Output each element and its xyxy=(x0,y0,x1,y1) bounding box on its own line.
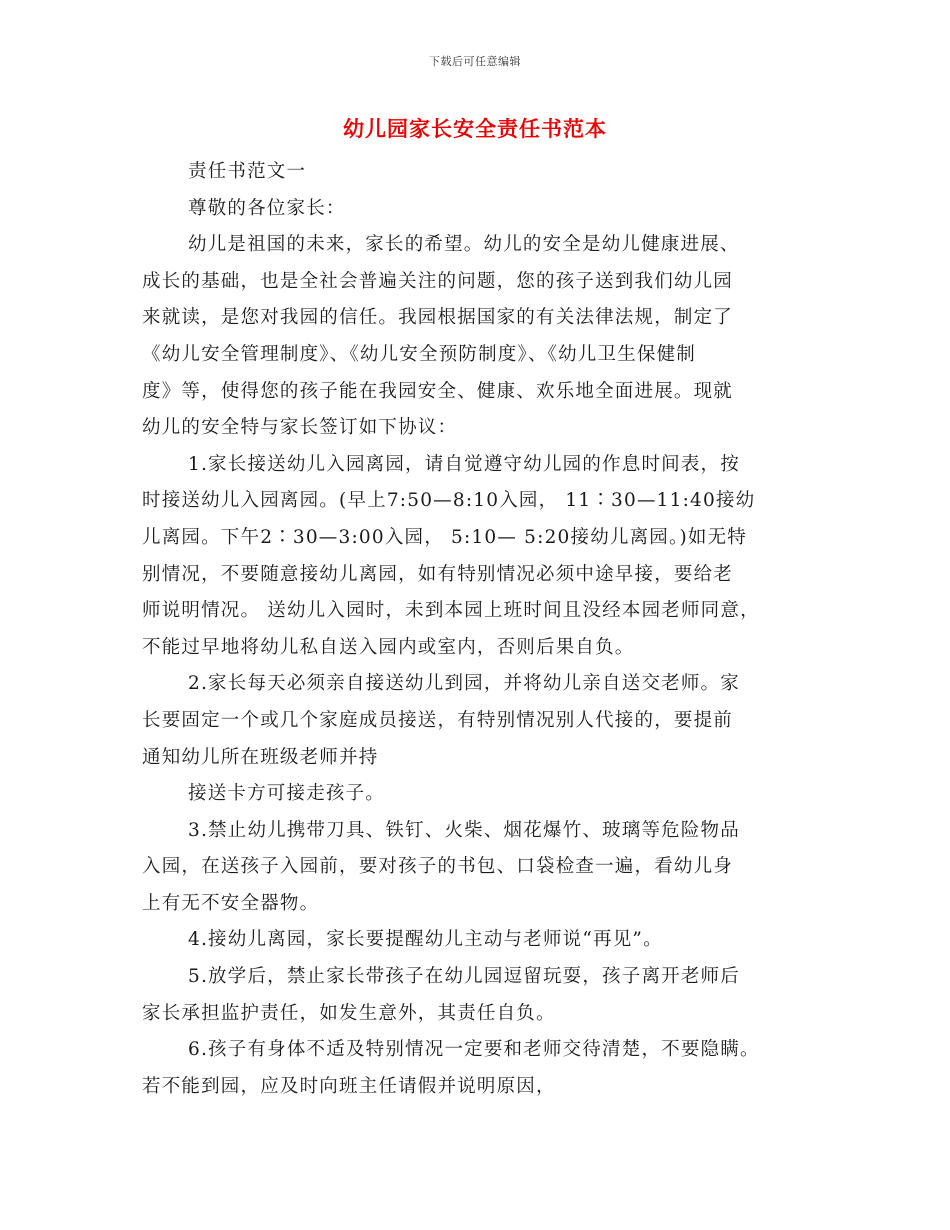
text-line: 家长承担监护责任，如发生意外，其责任自负。 xyxy=(142,1002,556,1024)
text-line: 6.孩子有身体不适及特别情况一定要和老师交待清楚，不要隐瞒。 xyxy=(188,1039,760,1061)
text-line: 3.禁止幼儿携带刀具、铁钉、火柴、烟花爆竹、玻璃等危险物品 xyxy=(188,819,740,841)
document-title: 幼儿园家长安全责任书范本 xyxy=(343,116,607,141)
document-body xyxy=(142,154,817,1105)
text-line: 幼儿是祖国的未来，家长的希望。幼儿的安全是幼儿健康进展、 xyxy=(188,234,740,256)
text-line: 入园，在送孩子入园前，要对孩子的书包、口袋检查一遍，看幼儿身 xyxy=(142,856,734,878)
text-line: 责任书范文一 xyxy=(188,161,307,182)
text-line: 尊敬的各位家长： xyxy=(188,197,346,219)
text-line: 师说明情况。 送幼儿入园时，未到本园上班时间且没经本园老师同意， xyxy=(142,600,760,622)
text-line: 2.家长每天必须亲自接送幼儿到园，并将幼儿亲自送交老师。家 xyxy=(188,673,740,695)
text-line: 上有无不安全器物。 xyxy=(142,892,320,914)
text-line: 4.接幼儿离园，家长要提醒幼儿主动与老师说“再见”。 xyxy=(188,929,663,951)
text-line: 不能过早地将幼儿私自送入园内或室内，否则后果自负。 xyxy=(142,636,635,658)
text-line: 成长的基础，也是全社会普遍关注的问题，您的孩子送到我们幼儿园 xyxy=(142,270,734,292)
text-line: 接送卡方可接走孩子。 xyxy=(188,783,386,805)
text-line: 来就读，是您对我园的信任。我园根据国家的有关法律法规，制定了 xyxy=(142,307,734,329)
text-line: 别情况，不要随意接幼儿离园，如有特别情况必须中途早接，要给老 xyxy=(142,563,734,585)
text-line: 儿离园。下午2∶30—3:00入园， 5:10— 5:20接幼儿离园。)如无特 xyxy=(142,526,747,548)
text-line: 幼儿的安全特与家长签订如下协议： xyxy=(142,417,458,439)
text-line: 通知幼儿所在班级老师并持 xyxy=(142,746,379,768)
text-line: 长要固定一个或几个家庭成员接送，有特别情况别人代接的，要提前 xyxy=(142,709,734,731)
text-line: 1.家长接送幼儿入园离园，请自觉遵守幼儿园的作息时间表，按 xyxy=(188,453,740,475)
text-line: 若不能到园，应及时向班主任请假并说明原因， xyxy=(142,1075,556,1097)
text-line: 《幼儿安全管理制度》、《幼儿安全预防制度》、《幼儿卫生保健制 xyxy=(142,343,697,365)
text-line: 度》等，使得您的孩子能在我园安全、健康、欢乐地全面进展。现就 xyxy=(142,380,734,402)
page-header: 下载后可任意编辑 xyxy=(429,55,521,68)
text-line: 时接送幼儿入园离园。(早上7:50—8:10入园， 11∶30—11:40接幼 xyxy=(142,490,756,512)
text-line: 5.放学后，禁止家长带孩子在幼儿园逗留玩耍，孩子离开老师后 xyxy=(188,966,740,988)
